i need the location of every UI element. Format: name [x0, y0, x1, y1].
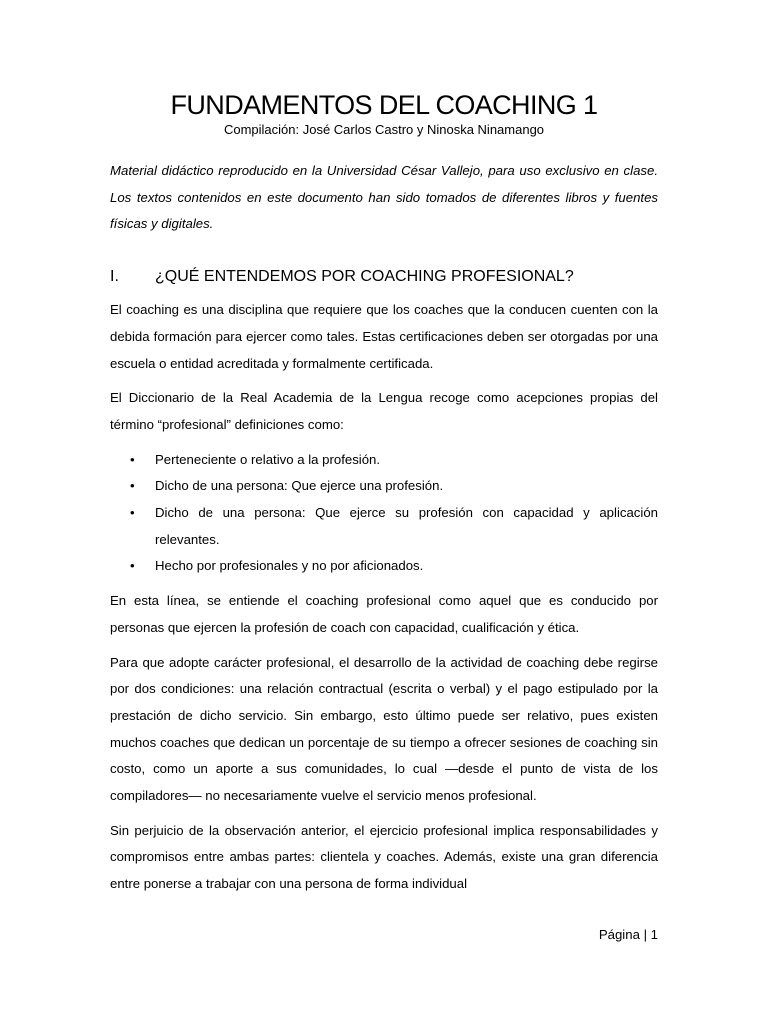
bullet-icon: •	[130, 558, 135, 574]
list-item-text: Hecho por profesionales y no por aficionados.	[155, 558, 424, 574]
intro-paragraph: Material didáctico reproducido en la Universidad César Vallejo, para uso exclusivo en clase. Los textos contenidos en este documento han sido tomados de diferentes libros y fuentes físicas y digitales.	[110, 163, 658, 232]
body-paragraph: En esta línea, se entiende el coaching profesional como aquel que es conducido por personas que ejercen la profesión de coach con capacidad, cualificación y ética.	[110, 593, 658, 635]
list-item-text: Perteneciente o relativo a la profesión.	[155, 451, 381, 467]
list-item	[110, 553, 658, 580]
list-item-text: Dicho de una persona: Que ejerce su profesión con capacidad y aplicación relevantes.	[155, 505, 658, 547]
list-item	[110, 500, 658, 553]
bullet-icon: •	[130, 478, 135, 494]
document-title: FUNDAMENTOS DEL COACHING 1	[170, 90, 598, 120]
page-number-footer: Página | 1	[598, 927, 658, 942]
section-title: ¿QUÉ ENTENDEMOS POR COACHING PROFESIONAL?	[155, 268, 574, 286]
body-paragraph: El Diccionario de la Real Academia de la Lengua recoge como acepciones propias del término “profesional” definiciones como:	[110, 390, 658, 432]
bullet-icon: •	[130, 451, 135, 467]
definition-list	[110, 447, 658, 581]
document-subtitle: Compilación: José Carlos Castro y Ninoska Ninamango	[223, 122, 545, 137]
list-item	[110, 473, 658, 500]
list-item-text: Dicho de una persona: Que ejerce una profesión.	[155, 478, 444, 494]
body-paragraph: Para que adopte carácter profesional, el desarrollo de la actividad de coaching debe regirse por dos condiciones: una relación contractual (escrita o verbal) y el pago estipulado por la prestación de dicho servicio. Sin embargo, esto último puede ser relativo, pues existen muchos coaches que dedican un porcentaje de su tiempo a ofrecer sesiones de coaching sin costo, como un aporte a sus comunidades, lo cual —desde el punto de vista de los compiladores— no necesariamente vuelve el servicio menos profesional.	[110, 654, 658, 804]
document-body	[110, 158, 658, 906]
bullet-icon: •	[130, 505, 135, 521]
list-item	[110, 447, 658, 474]
section-number: I.	[110, 268, 119, 286]
section-heading	[110, 266, 658, 288]
body-paragraph: Sin perjuicio de la observación anterior, el ejercicio profesional implica responsabilidades y compromisos entre ambas partes: clientela y coaches. Además, existe una gran diferencia entre ponerse a trabajar con una persona de forma individual	[110, 822, 658, 892]
body-paragraph: El coaching es una disciplina que requiere que los coaches que la conducen cuenten con la debida formación para ejercer como tales. Estas certificaciones deben ser otorgadas por una escuela o entidad acreditada y formalmente certificada.	[110, 302, 658, 371]
